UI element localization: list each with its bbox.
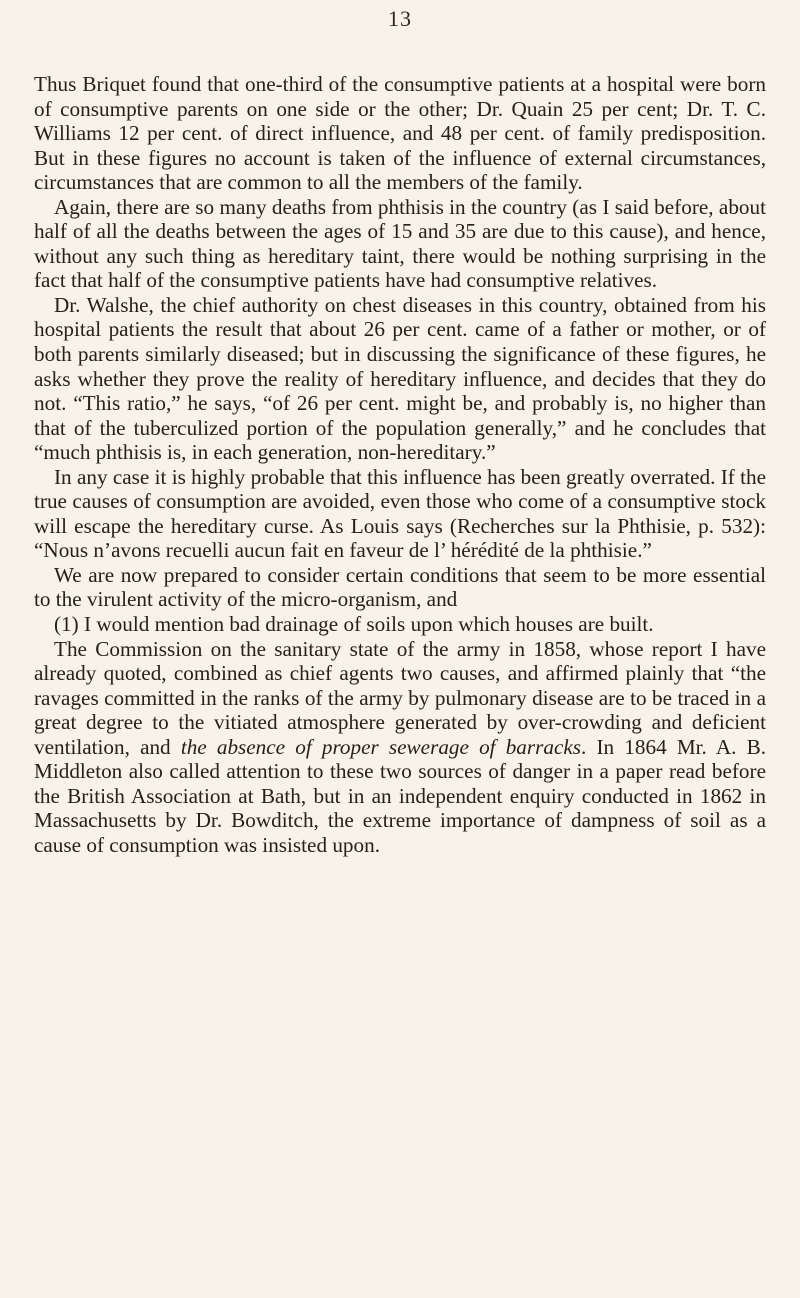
paragraph-conditions: We are now prepared to consider certain conditions that seem to be more essential to the virulent activity of the micro-organism, and [34,562,766,612]
body-text [34,72,766,858]
paragraph-again: Again, there are so many deaths from phthisis in the country (as I said before, about half of all the deaths between the ages of 15 and 35 are due to this cause), and hence, without any such thing as hereditary taint, there would be nothing surprising in the fact that half of the consumptive patients have had consumptive relatives. [34,194,766,293]
page-number: 13 [388,6,412,31]
commission-emphasis: the absence of proper sewerage of barracks [180,734,582,759]
commission-text-before: The Commission on the sanitary state of the army in 1858, whose report I have already quoted, combined as chief agents two causes, and affirmed plainly that “the ravages committed in the ranks of the army by pulmonary disease are to be traced in a great degree to the vitiated atmosphere generated by over-crowding and deficient ventilation, and [34,636,766,759]
paragraph-overrated: In any case it is highly probable that this influence has been greatly overrated. If the true causes of consumption are avoided, even those who come of a consumptive stock will escape the hereditary curse. As Louis says (Recherches sur la Phthisie, p. 532): “Nous n’avons recuelli aucun fait en faveur de l’ hérédité de la phthisie.” [34,464,766,563]
paragraph-commission [34,637,766,858]
commission-text-after: . In 1864 Mr. A. B. Middleton also called attention to these two sources of danger in a paper read before the British Association at Bath, but in an independent enquiry conducted in 1862 in Massachusetts by Dr. Bowditch, the extreme importance of dampness of soil as a cause of consumption was insisted upon. [34,734,766,857]
paragraph-drainage: (1) I would mention bad drainage of soils upon which houses are built. [54,612,654,637]
paragraph-walshe: Dr. Walshe, the chief authority on chest diseases in this country, obtained from his hospital patients the result that about 26 per cent. came of a father or mother, or of both parents similarly diseased; but in discussing the significance of these figures, he asks whether they prove the reality of hereditary influence, and decides that they do not. “This ratio,” he says, “of 26 per cent. might be, and probably is, no higher than that of the tuberculized portion of the population generally,” and he concludes that “much phthisis is, in each generation, non-hereditary.” [34,292,766,465]
paragraph-briquet: Thus Briquet found that one-third of the consumptive patients at a hospital were born of consumptive parents on one side or the other; Dr. Quain 25 per cent; Dr. T. C. Williams 12 per cent. of direct influence, and 48 per cent. of family predisposition. But in these figures no account is taken of the influence of external circumstances, circumstances that are common to all the members of the family. [34,72,766,195]
